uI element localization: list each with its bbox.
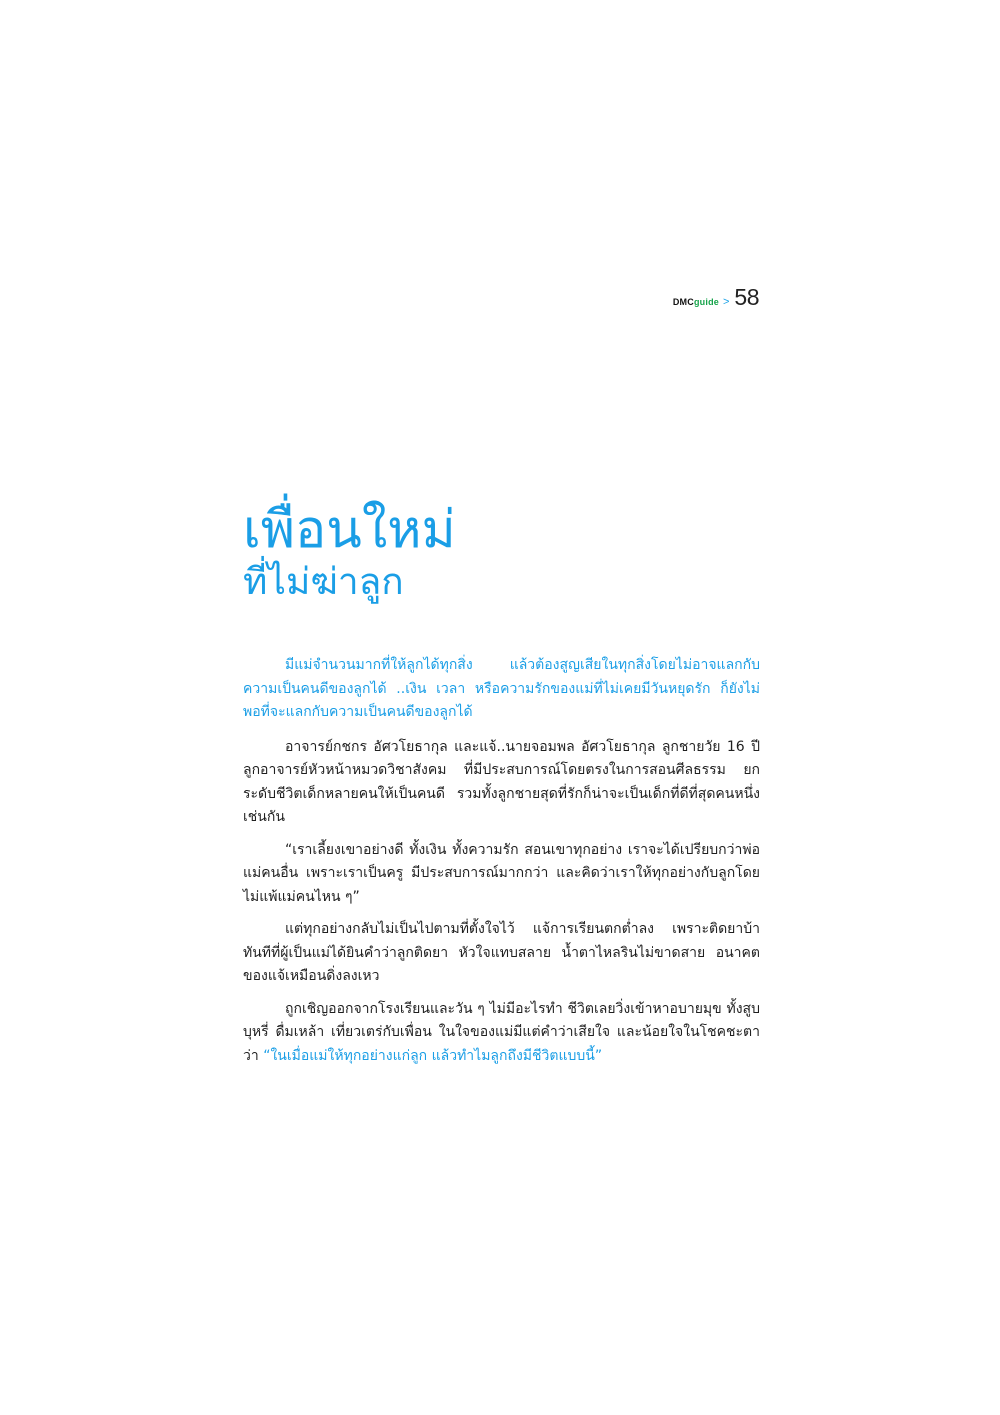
- highlight-quote: “ในเมื่อแม่ให้ทุกอย่างแก่ลูก แล้วทำไมลูกถึงมีชีวิตแบบนี้”: [263, 1047, 603, 1064]
- header-separator: >: [722, 296, 730, 308]
- paragraph-1: อาจารย์กชกร อัศวโยธากุล และแจ้..นายจอมพล อัศวโยธากุล ลูกชายวัย 16 ปี ลูกอาจารย์หัวหน้าหมวดวิชาสังคม ที่มีประสบการณ์โดยตรงในการสอนศีลธรรม ยกระดับชีวิตเด็กหลายคนให้เป็นคนดี รวมทั้งลูกชายสุดที่รักก็น่าจะเป็นเด็กที่ดีที่สุดคนหนึ่งเช่นกัน: [243, 738, 760, 825]
- intro-paragraph: มีแม่จำนวนมากที่ให้ลูกได้ทุกสิ่ง แล้วต้องสูญเสียในทุกสิ่งโดยไม่อาจแลกกับความเป็นคนดีของลูกได้ ..เงิน เวลา หรือความรักของแม่ที่ไม่เคยมีวันหยุดรัก ก็ยังไม่พอที่จะแลกกับความเป็นคนดีของลูกได้: [243, 657, 760, 720]
- brand-guide: guide: [693, 297, 719, 307]
- article-title: [243, 500, 456, 604]
- page-number: 58: [734, 284, 759, 310]
- paragraph-4-text: ถูกเชิญออกจากโรงเรียนและวัน ๆ ไม่มีอะไรทำ ชีวิตเลยวิ่งเข้าหาอบายมุข ทั้งสูบบุหรี่ ดื่มเหล้า เที่ยวเตร่กับเพื่อน ในใจของแม่มีแต่คำว่าเสียใจ และน้อยใจในโชคชะตาว่า: [243, 1000, 760, 1064]
- title-main: เพื่อนใหม่: [243, 500, 456, 560]
- paragraph-2: “เราเลี้ยงเขาอย่างดี ทั้งเงิน ทั้งความรัก สอนเขาทุกอย่าง เราจะได้เปรียบกว่าพ่อแม่คนอื่น เพราะเราเป็นครู มีประสบการณ์มากกว่า และคิดว่าเราให้ทุกอย่างกับลูกโดยไม่แพ้แม่คนไหน ๆ”: [243, 841, 760, 905]
- brand-dmc: DMC: [672, 297, 694, 307]
- paragraph-3: แต่ทุกอย่างกลับไม่เป็นไปตามที่ตั้งใจไว้ แจ้การเรียนตกต่ำลง เพราะติดยาบ้า ทันทีที่ผู้เป็นแม่ได้ยินคำว่าลูกติดยา หัวใจแทบสลาย น้ำตาไหลรินไม่ขาดสาย อนาคตของแจ้เหมือนดิ่งลงเหว: [243, 921, 760, 984]
- brand-logo: [673, 297, 719, 307]
- article-body: [243, 654, 760, 1077]
- paragraph-4: [243, 998, 760, 1069]
- page-header: [673, 284, 759, 311]
- title-sub: ที่ไม่ฆ่าลูก: [243, 560, 404, 603]
